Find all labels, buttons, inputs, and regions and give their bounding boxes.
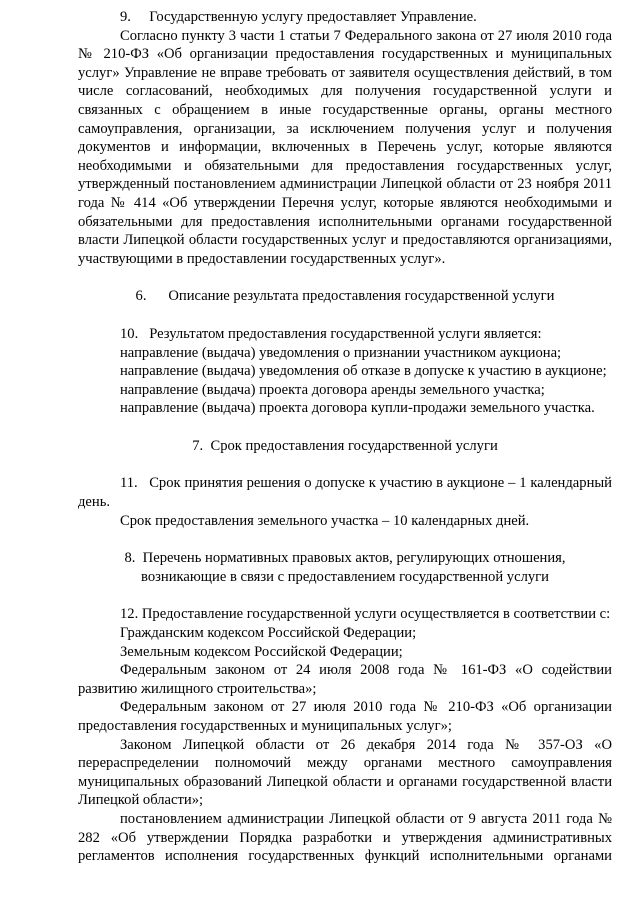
clause-10-item: направление (выдача) проекта договора купли-продажи земельного участка. (120, 400, 595, 417)
clause-12-item: постановлением администрации Липецкой области от 9 августа 2011 года № 282 «Об утверждении Порядка разработки и утверждения административных регламентов исполнения государственных функций исполнительными органами (78, 810, 612, 865)
clause-12: 12. Предоставление государственной услуги осуществляется в соответствии с: (120, 606, 611, 623)
clause-11-text: Срок предоставления земельного участка – 10 календарных дней. (120, 512, 530, 529)
clause-9-text: Согласно пункту 3 части 1 статьи 7 Федерального закона от 27 июля 2010 года № 210-ФЗ «Об организации предоставления государственных и муниципальных услуг» Управление не вправе требовать от заявителя осуществления действий, в том числе согласований, необходимых для получения государственной услуги и связанных с обращением в иные государственные органы, органы местного самоуправления, организации, за исключением получения услуг и получения документов и информации, включенных в Перечень услуг, которые являются необходимыми и обязательными для предоставления государственных услуг, утвержденный постановлением администрации Липецкой области от 23 ноября 2011 года № 414 «Об утверждении Перечня услуг, которые являются необходимыми и обязательными для предоставления исполнительными органами государственной власти Липецкой области государственных услуг и предоставляются организациями, участвующими в предоставлении государственных услуг». (78, 27, 612, 267)
clause-9: 9. Государственную услугу предоставляет Управление. (120, 9, 477, 25)
section-6-heading: 6. Описание результата предоставления государственной услуги (135, 288, 555, 305)
clause-11: 11. Срок принятия решения о допуске к участию в аукционе – 1 календарный день. (78, 475, 612, 511)
clause-12-item: Гражданским кодексом Российской Федерации; (120, 625, 417, 642)
section-8-heading-line2: возникающие в связи с предоставлением государственной услуги (141, 568, 549, 585)
clause-10-item: направление (выдача) уведомления о признании участником аукциона; (120, 344, 562, 361)
clause-12-item: Земельным кодексом Российской Федерации; (120, 643, 403, 660)
document-page (78, 8, 612, 866)
clause-10: 10. Результатом предоставления государственной услуги является: (120, 325, 542, 342)
clause-10-item: направление (выдача) проекта договора аренды земельного участка; (120, 381, 545, 398)
section-7-heading: 7. Срок предоставления государственной услуги (192, 437, 498, 454)
clause-10-item: направление (выдача) уведомления об отказе в допуске к участию в аукционе; (120, 363, 607, 380)
section-8-heading-line1: 8. Перечень нормативных правовых актов, регулирующих отношения, (124, 550, 566, 567)
clause-12-item: Федеральным законом от 24 июля 2008 года № 161-ФЗ «О содействии развитию жилищного строительства»; (78, 662, 612, 697)
clause-12-item: Законом Липецкой области от 26 декабря 2014 года № 357-ОЗ «О перераспределении полномочий между органами местного самоуправления муниципальных образований Липецкой области и органами государственной власти Липецкой области»; (78, 736, 612, 809)
clause-12-item: Федеральным законом от 27 июля 2010 года № 210-ФЗ «Об организации предоставления государственных и муниципальных услуг»; (78, 699, 612, 734)
